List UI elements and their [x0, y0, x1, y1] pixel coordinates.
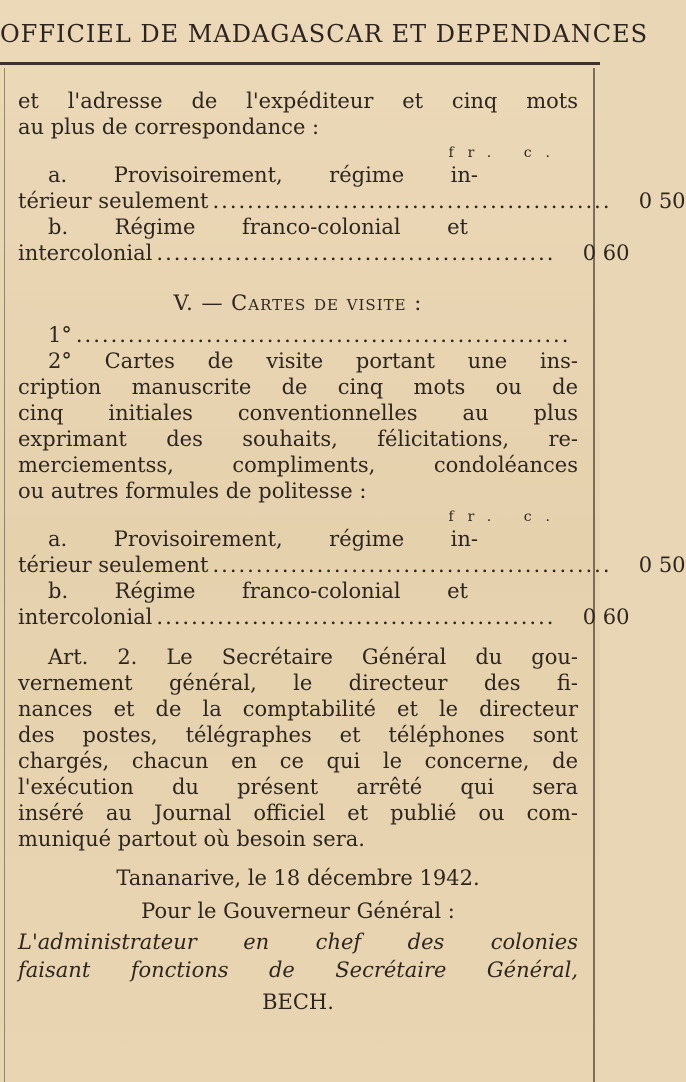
- leader-dots: ..............................................: [212, 189, 612, 213]
- units-header: fr. c.: [448, 145, 564, 161]
- article-line: vernement général, le directeur des fi-: [18, 671, 578, 695]
- rate-b-label: intercolonial: [18, 605, 153, 629]
- article-line: l'exécution du présent arrêté qui sera: [18, 775, 578, 799]
- rate-a-label: térieur seulement: [18, 553, 209, 577]
- header-rule: [0, 62, 600, 65]
- signature-role: L'administrateur en chef des colonies: [18, 930, 578, 954]
- item-1-row: [18, 322, 578, 348]
- rate-a-label: térieur seulement: [18, 189, 209, 213]
- paragraph-line: cription manuscrite de cinq mots ou de: [18, 375, 578, 399]
- article-body: [18, 88, 686, 1020]
- column-rule-left: [4, 68, 5, 1082]
- article-line: muniqué partout où besoin sera.: [18, 827, 365, 851]
- signature-role: faisant fonctions de Secrétaire Général,: [18, 958, 578, 982]
- article-line: nances et de la comptabilité et le directeur: [18, 697, 578, 721]
- rate-a-amount: 0 50: [638, 189, 686, 213]
- page-header: OFFICIEL DE MADAGASCAR ET DEPENDANCES: [0, 20, 649, 48]
- signature-title: Pour le Gouverneur Général :: [141, 899, 455, 923]
- rate-a-line: a. Provisoirement, régime in-: [48, 527, 478, 551]
- article-line: chargés, chacun en ce qui le concerne, de: [18, 749, 578, 773]
- rate-a-amount: 0 50: [638, 553, 686, 577]
- units-header: fr. c.: [448, 509, 564, 525]
- paragraph-line: ou autres formules de politesse :: [18, 479, 367, 503]
- signature-name: BECH.: [262, 990, 334, 1014]
- leader-dots: .........................................................: [75, 323, 571, 347]
- leader-dots: ..............................................: [156, 241, 556, 265]
- leader-dots: ..............................................: [156, 605, 556, 629]
- rate-a-row: [18, 552, 686, 578]
- rate-b-row: [18, 604, 630, 630]
- paragraph-line: cinq initiales conventionnelles au plus: [18, 401, 578, 425]
- date-line: Tananarive, le 18 décembre 1942.: [116, 866, 480, 890]
- rate-b-label: intercolonial: [18, 241, 153, 265]
- paragraph-line: merciementss, compliments, condoléances: [18, 453, 578, 477]
- article-line: des postes, télégraphes et téléphones sont: [18, 723, 578, 747]
- article-line: inséré au Journal officiel et publié ou com-: [18, 801, 578, 825]
- leader-dots: ..............................................: [212, 553, 612, 577]
- section-title: V. — Cartes de visite :: [173, 291, 423, 315]
- rate-b-amount: 0 60: [582, 241, 630, 265]
- spacer: [18, 630, 578, 644]
- rate-b-amount: 0 60: [582, 605, 630, 629]
- item-1-label: 1°: [48, 323, 72, 347]
- rate-b-line: b. Régime franco-colonial et: [48, 579, 468, 603]
- rate-a-line: a. Provisoirement, régime in-: [48, 163, 478, 187]
- rate-a-row: [18, 188, 686, 214]
- rate-b-row: [18, 240, 630, 266]
- intro-line: au plus de correspondance :: [18, 115, 320, 139]
- article-line: Art. 2. Le Secrétaire Général du gou-: [48, 645, 578, 669]
- paragraph-line: exprimant des souhaits, félicitations, re-: [18, 427, 578, 451]
- rate-b-line: b. Régime franco-colonial et: [48, 215, 468, 239]
- paragraph-line: 2° Cartes de visite portant une ins-: [48, 349, 578, 373]
- intro-line: et l'adresse de l'expéditeur et cinq mots: [18, 89, 578, 113]
